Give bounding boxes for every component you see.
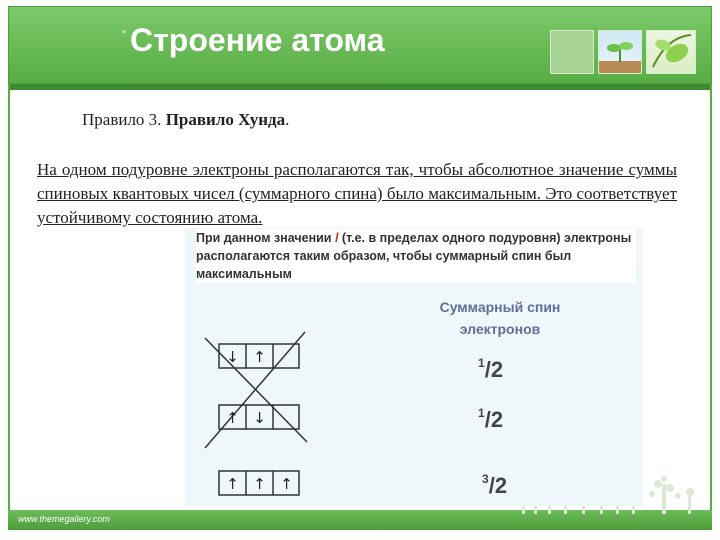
- spin-up-arrow: ↑: [280, 475, 293, 493]
- spin-value-2: $^1$/2: [478, 406, 504, 432]
- spin-num-1: 1: [478, 356, 485, 370]
- spin-den-1: 2: [490, 357, 504, 382]
- frame-right: [710, 84, 712, 516]
- header-thumbnail-sprout-icon: [598, 30, 642, 74]
- footer-website: www.themegallery.com: [18, 514, 110, 524]
- caption-letter: l: [334, 231, 339, 245]
- rule-description: На одном подуровне электроны располагаются так, чтобы абсолютное значение суммы спиновых квантовых чисел (суммарного спина) было максимальным. Это соответствует устойчивому состоянию атома.: [37, 160, 677, 227]
- rule-prefix: Правило 3.: [82, 110, 166, 129]
- orbital-config-3: [219, 471, 299, 495]
- frame-left: [8, 84, 10, 516]
- orbital-diagrams: [185, 228, 643, 506]
- spin-up-arrow: ↑: [226, 475, 239, 493]
- spin-down-arrow: ↓: [253, 409, 266, 427]
- rule-suffix: .: [285, 110, 290, 129]
- caption-part2: (т.е. в пределах одного подуровня) электроны располагаются таким образом, чтобы суммарный спин был максимальным: [196, 231, 632, 281]
- spin-up-arrow: ↑: [226, 409, 239, 427]
- spin-column-title: Суммарный спин электронов: [439, 299, 561, 337]
- spin-num-2: 1: [478, 406, 485, 420]
- spin-den-3: 2: [494, 473, 508, 498]
- spin-num-3: 3: [482, 472, 489, 486]
- rule-name: Правило Хунда: [165, 110, 286, 129]
- spin-down-arrow: ↓: [226, 348, 239, 366]
- spin-den-2: 2: [490, 407, 504, 432]
- rule-heading: [82, 110, 289, 130]
- caption-part1: При данном значении: [196, 231, 335, 245]
- title-mark: ": [122, 28, 127, 42]
- slide-title: Строение атома: [130, 22, 385, 58]
- header-divider: [8, 84, 712, 90]
- spin-up-arrow: ↑: [253, 475, 266, 493]
- spin-value-1: $^1$/2: [478, 356, 504, 382]
- spin-value-3: $^3$/2: [482, 472, 508, 498]
- spin-up-arrow: ↑: [253, 348, 266, 366]
- header-thumbnail-leaf-icon: [646, 30, 696, 74]
- header-thumbnail-green: [550, 30, 594, 74]
